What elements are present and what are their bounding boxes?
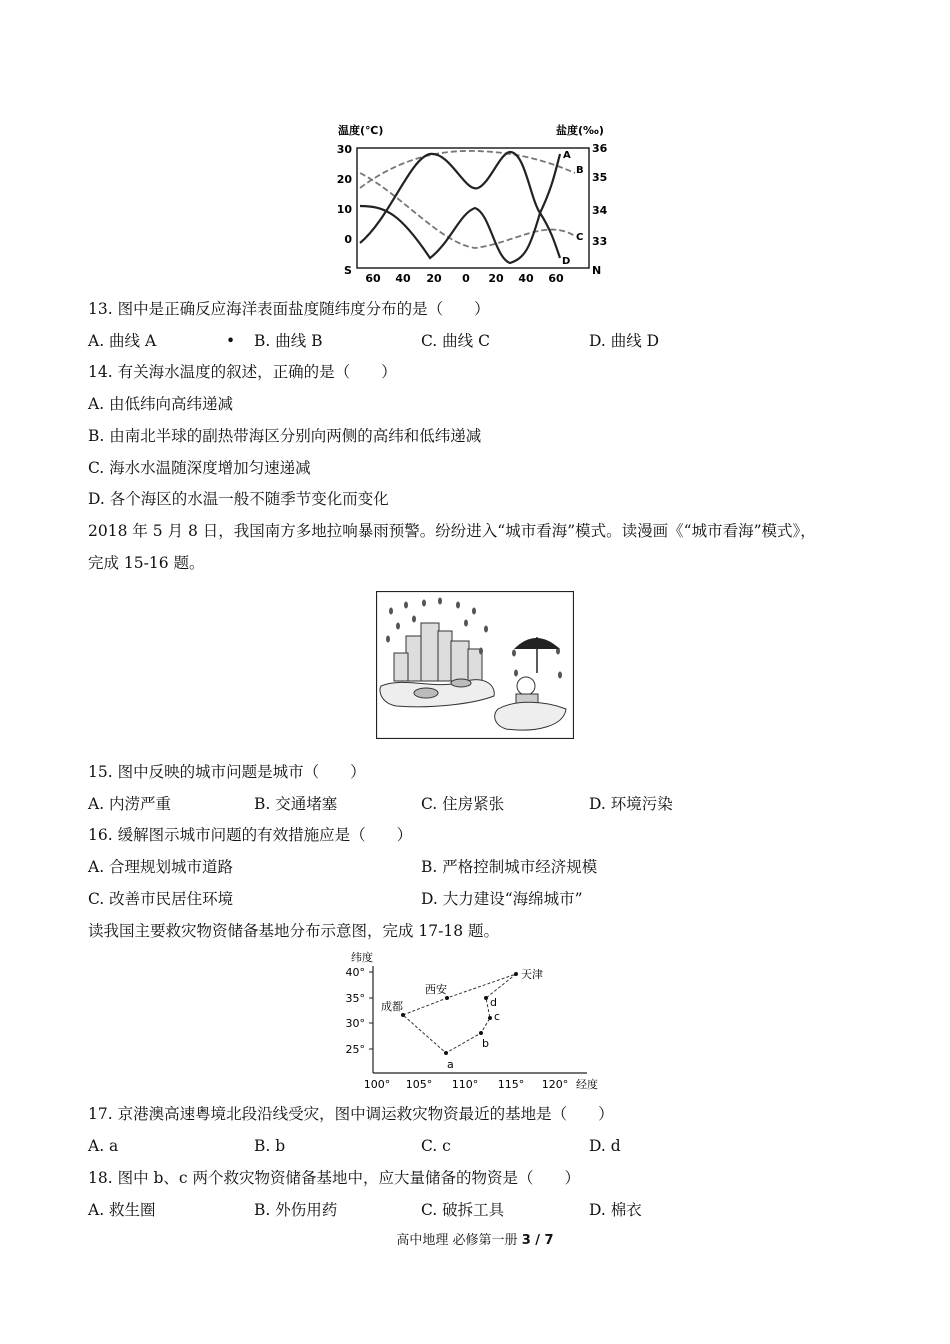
x-tick: 100° xyxy=(363,1078,391,1091)
q15-option-d[interactable]: D. 环境污染 xyxy=(589,795,673,813)
base-point-b xyxy=(479,1031,483,1035)
relief-bases-map xyxy=(335,948,610,1094)
x-left-end: S xyxy=(344,264,352,277)
q15-stem: 15. 图中反映的城市问题是城市（ ） xyxy=(88,763,366,781)
y-tick: 35° xyxy=(345,992,365,1005)
page-number: 3 / 7 xyxy=(521,1233,554,1248)
base-point-chengdu xyxy=(401,1013,405,1017)
city-label: 成都 xyxy=(381,1000,403,1013)
q17-option-c[interactable]: C. c xyxy=(421,1137,451,1155)
q18-stem: 18. 图中 b、c 两个救灾物资储备基地中，应大量储备的物资是（ ） xyxy=(88,1169,581,1187)
q15-option-b[interactable]: B. 交通堵塞 xyxy=(254,795,338,813)
intro-17: 读我国主要救灾物资储备基地分布示意图，完成 17-18 题。 xyxy=(88,922,500,940)
q18-option-a[interactable]: A. 救生圈 xyxy=(88,1201,156,1219)
base-point-a xyxy=(444,1051,448,1055)
q16-stem: 16. 缓解图示城市问题的有效措施应是（ ） xyxy=(88,826,413,844)
q14-option-c[interactable]: C. 海水水温随深度增加匀速递减 xyxy=(88,459,311,477)
q16-option-a[interactable]: A. 合理规划城市道路 xyxy=(88,858,234,876)
base-point-xian xyxy=(445,996,449,1000)
x-tick: 60 xyxy=(365,272,381,285)
q14-option-b[interactable]: B. 由南北半球的副热带海区分别向两侧的高纬和低纬递减 xyxy=(88,427,482,445)
page-footer xyxy=(0,1229,950,1248)
q13-option-c[interactable]: C. 曲线 C xyxy=(421,332,490,350)
right-tick: 33 xyxy=(592,235,608,248)
left-tick: 30 xyxy=(336,143,352,156)
curve-label: A xyxy=(563,150,571,161)
q16-option-b[interactable]: B. 严格控制城市经济规模 xyxy=(421,858,598,876)
footer-text: 高中地理 必修第一册 xyxy=(396,1233,518,1248)
y-tick: 30° xyxy=(345,1017,365,1030)
x-right-end: N xyxy=(592,264,602,277)
x-tick: 0 xyxy=(462,272,470,285)
point-label: c xyxy=(494,1010,501,1023)
x-tick: 110° xyxy=(451,1078,479,1091)
left-axis-title: 温度(℃) xyxy=(338,124,384,137)
right-axis-title: 盐度(‰) xyxy=(556,124,604,137)
curve-d xyxy=(360,206,560,263)
point-label: b xyxy=(482,1037,489,1050)
curve-b xyxy=(360,151,575,188)
x-tick: 105° xyxy=(405,1078,433,1091)
right-tick: 34 xyxy=(592,204,608,217)
q14-stem: 14. 有关海水温度的叙述，正确的是（ ） xyxy=(88,363,397,381)
q14-option-a[interactable]: A. 由低纬向高纬递减 xyxy=(88,395,234,413)
y-tick: 25° xyxy=(345,1043,365,1056)
x-tick: 115° xyxy=(497,1078,525,1091)
q13-stem: 13. 图中是正确反应海洋表面盐度随纬度分布的是（ ） xyxy=(88,300,490,318)
x-tick: 60 xyxy=(548,272,564,285)
x-tick: 20 xyxy=(488,272,504,285)
left-tick: 20 xyxy=(336,173,352,186)
left-tick: 0 xyxy=(344,233,352,246)
q17-option-b[interactable]: B. b xyxy=(254,1137,286,1155)
left-tick: 10 xyxy=(336,203,352,216)
city-flood-cartoon xyxy=(376,591,574,739)
q13-bullet: • xyxy=(226,332,236,350)
q16-option-d[interactable]: D. 大力建设“海绵城市” xyxy=(421,890,583,908)
x-tick: 40 xyxy=(518,272,534,285)
q17-stem: 17. 京港澳高速粤境北段沿线受灾，图中调运救灾物资最近的基地是（ ） xyxy=(88,1105,614,1123)
intro-15-line1: 2018 年 5 月 8 日，我国南方多地拉响暴雨预警。纷纷进入“城市看海”模式。读漫画《“城市看海”模式》， xyxy=(88,522,816,540)
q15-option-c[interactable]: C. 住房紧张 xyxy=(421,795,505,813)
q17-option-d[interactable]: D. d xyxy=(589,1137,621,1155)
curve-a xyxy=(360,152,560,243)
temperature-salinity-figure xyxy=(330,118,620,288)
curve-label: C xyxy=(576,232,584,243)
q13-option-a[interactable]: A. 曲线 A xyxy=(88,332,157,350)
city-label: 天津 xyxy=(521,968,543,981)
base-point-d xyxy=(484,996,488,1000)
city-label: 西安 xyxy=(425,983,447,996)
x-tick: 20 xyxy=(426,272,442,285)
q18-option-c[interactable]: C. 破拆工具 xyxy=(421,1201,505,1219)
x-tick: 40 xyxy=(395,272,411,285)
intro-15-line2: 完成 15-16 题。 xyxy=(88,554,205,572)
x-tick: 120° xyxy=(541,1078,569,1091)
point-label: d xyxy=(490,996,497,1009)
q17-option-a[interactable]: A. a xyxy=(88,1137,119,1155)
base-point-c xyxy=(488,1016,492,1020)
q13-option-d[interactable]: D. 曲线 D xyxy=(589,332,660,350)
q18-option-d[interactable]: D. 棉衣 xyxy=(589,1201,642,1219)
x-axis-title: 经度 xyxy=(576,1078,598,1091)
right-tick: 35 xyxy=(592,171,608,184)
q13-option-b[interactable]: B. 曲线 B xyxy=(254,332,323,350)
curve-label: D xyxy=(562,256,571,267)
curve-label: B xyxy=(576,165,584,176)
q16-option-c[interactable]: C. 改善市民居住环境 xyxy=(88,890,234,908)
q15-option-a[interactable]: A. 内涝严重 xyxy=(88,795,172,813)
q18-option-b[interactable]: B. 外伤用药 xyxy=(254,1201,338,1219)
point-label: a xyxy=(447,1058,454,1071)
right-tick: 36 xyxy=(592,142,608,155)
base-point-tianjin xyxy=(514,972,518,976)
y-axis-title: 纬度 xyxy=(351,951,373,964)
y-tick: 40° xyxy=(345,966,365,979)
q14-option-d[interactable]: D. 各个海区的水温一般不随季节变化而变化 xyxy=(88,490,389,508)
